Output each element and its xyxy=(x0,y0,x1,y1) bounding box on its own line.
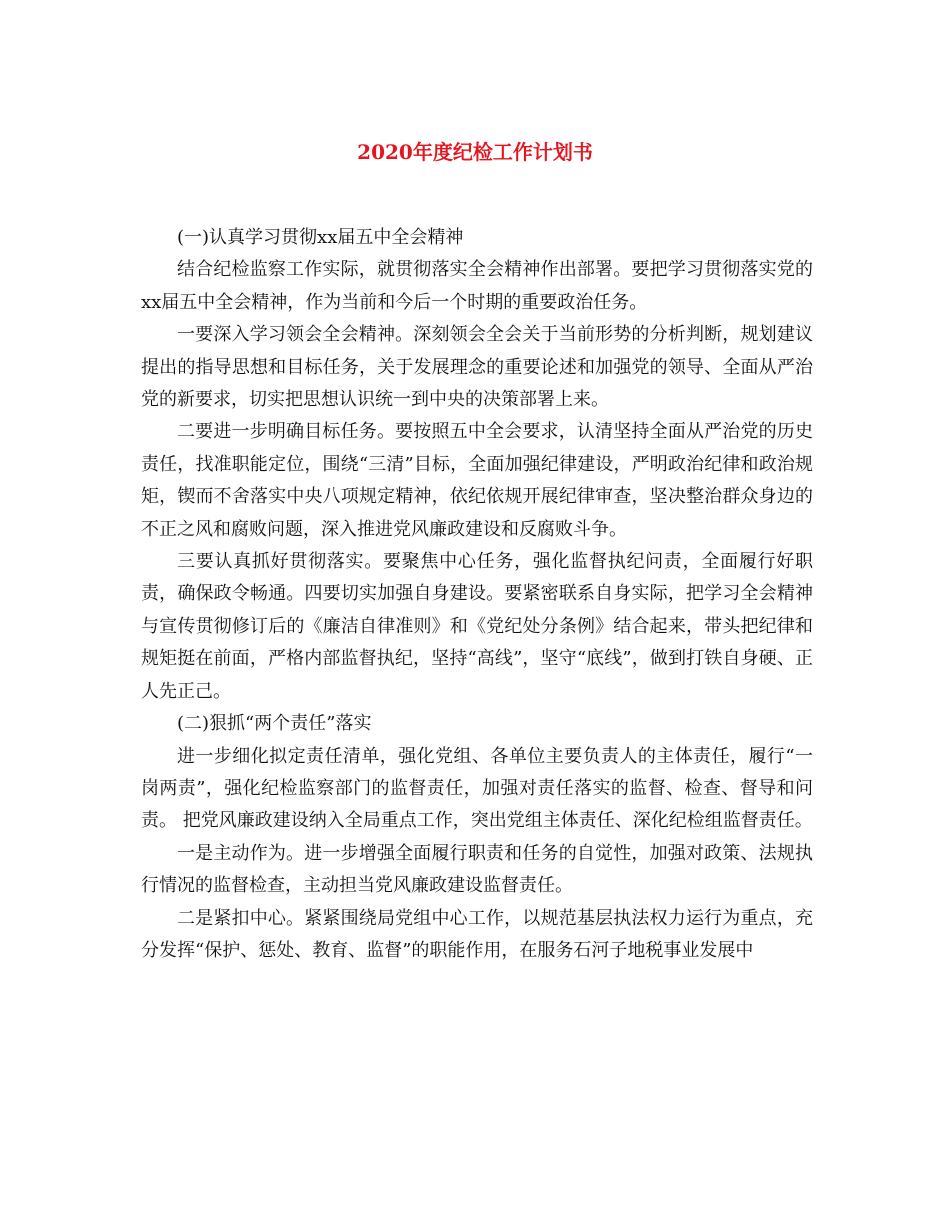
paragraph: 进一步细化拟定责任清单，强化党组、各单位主要负责人的主体责任，履行“一岗两责”，强化纪检监察部门的监督责任，加强对责任落实的监督、检查、督导和问责。 把党风廉政建设纳入全局重点工作，突出党组主体责任、深化纪检组监督责任。 xyxy=(141,745,813,832)
document-title: 2020年度纪检工作计划书 xyxy=(357,140,593,164)
paragraph: 二是紧扣中心。紧紧围绕局党组中心工作，以规范基层执法权力运行为重点，充分发挥“保护、惩处、教育、监督”的职能作用，在服务石河子地税事业发展中 xyxy=(141,907,813,961)
section-heading-1: (一)认真学习贯彻xx届五中全会精神 xyxy=(177,227,464,248)
section-heading-2: (二)狠抓“两个责任”落实 xyxy=(177,713,372,735)
paragraph: 三要认真抓好贯彻落实。要聚焦中心任务，强化监督执纪问责，全面履行好职责，确保政令畅通。四要切实加强自身建设。要紧密联系自身实际，把学习全会精神与宣传贯彻修订后的《廉洁自律准则》和《党纪处分条例》结合起来，带头把纪律和规矩挺在前面，严格内部监督执纪，坚持“高线”，坚守“底线”，做到打铁自身硬、正人先正己。 xyxy=(141,551,813,702)
document-body xyxy=(141,222,813,967)
paragraph: 一是主动作为。进一步增强全面履行职责和任务的自觉性，加强对政策、法规执行情况的监督检查，主动担当党风廉政建设监督责任。 xyxy=(141,842,813,897)
paragraph: 一要深入学习领会全会精神。深刻领会全会关于当前形势的分析判断，规划建议提出的指导思想和目标任务，关于发展理念的重要论述和加强党的领导、全面从严治党的新要求，切实把思想认识统一到中央的决策部署上来。 xyxy=(141,324,813,411)
paragraph: 二要进一步明确目标任务。要按照五中全会要求，认清坚持全面从严治党的历史责任，找准职能定位，围绕“三清”目标，全面加强纪律建设，严明政治纪律和政治规矩，锲而不舍落实中央八项规定精神，依纪依规开展纪律审查，坚决整治群众身边的不正之风和腐败问题，深入推进党风廉政建设和反腐败斗争。 xyxy=(141,421,813,540)
paragraph: 结合纪检监察工作实际，就贯彻落实全会精神作出部署。要把学习贯彻落实党的xx届五中全会精神，作为当前和今后一个时期的重要政治任务。 xyxy=(141,259,813,313)
